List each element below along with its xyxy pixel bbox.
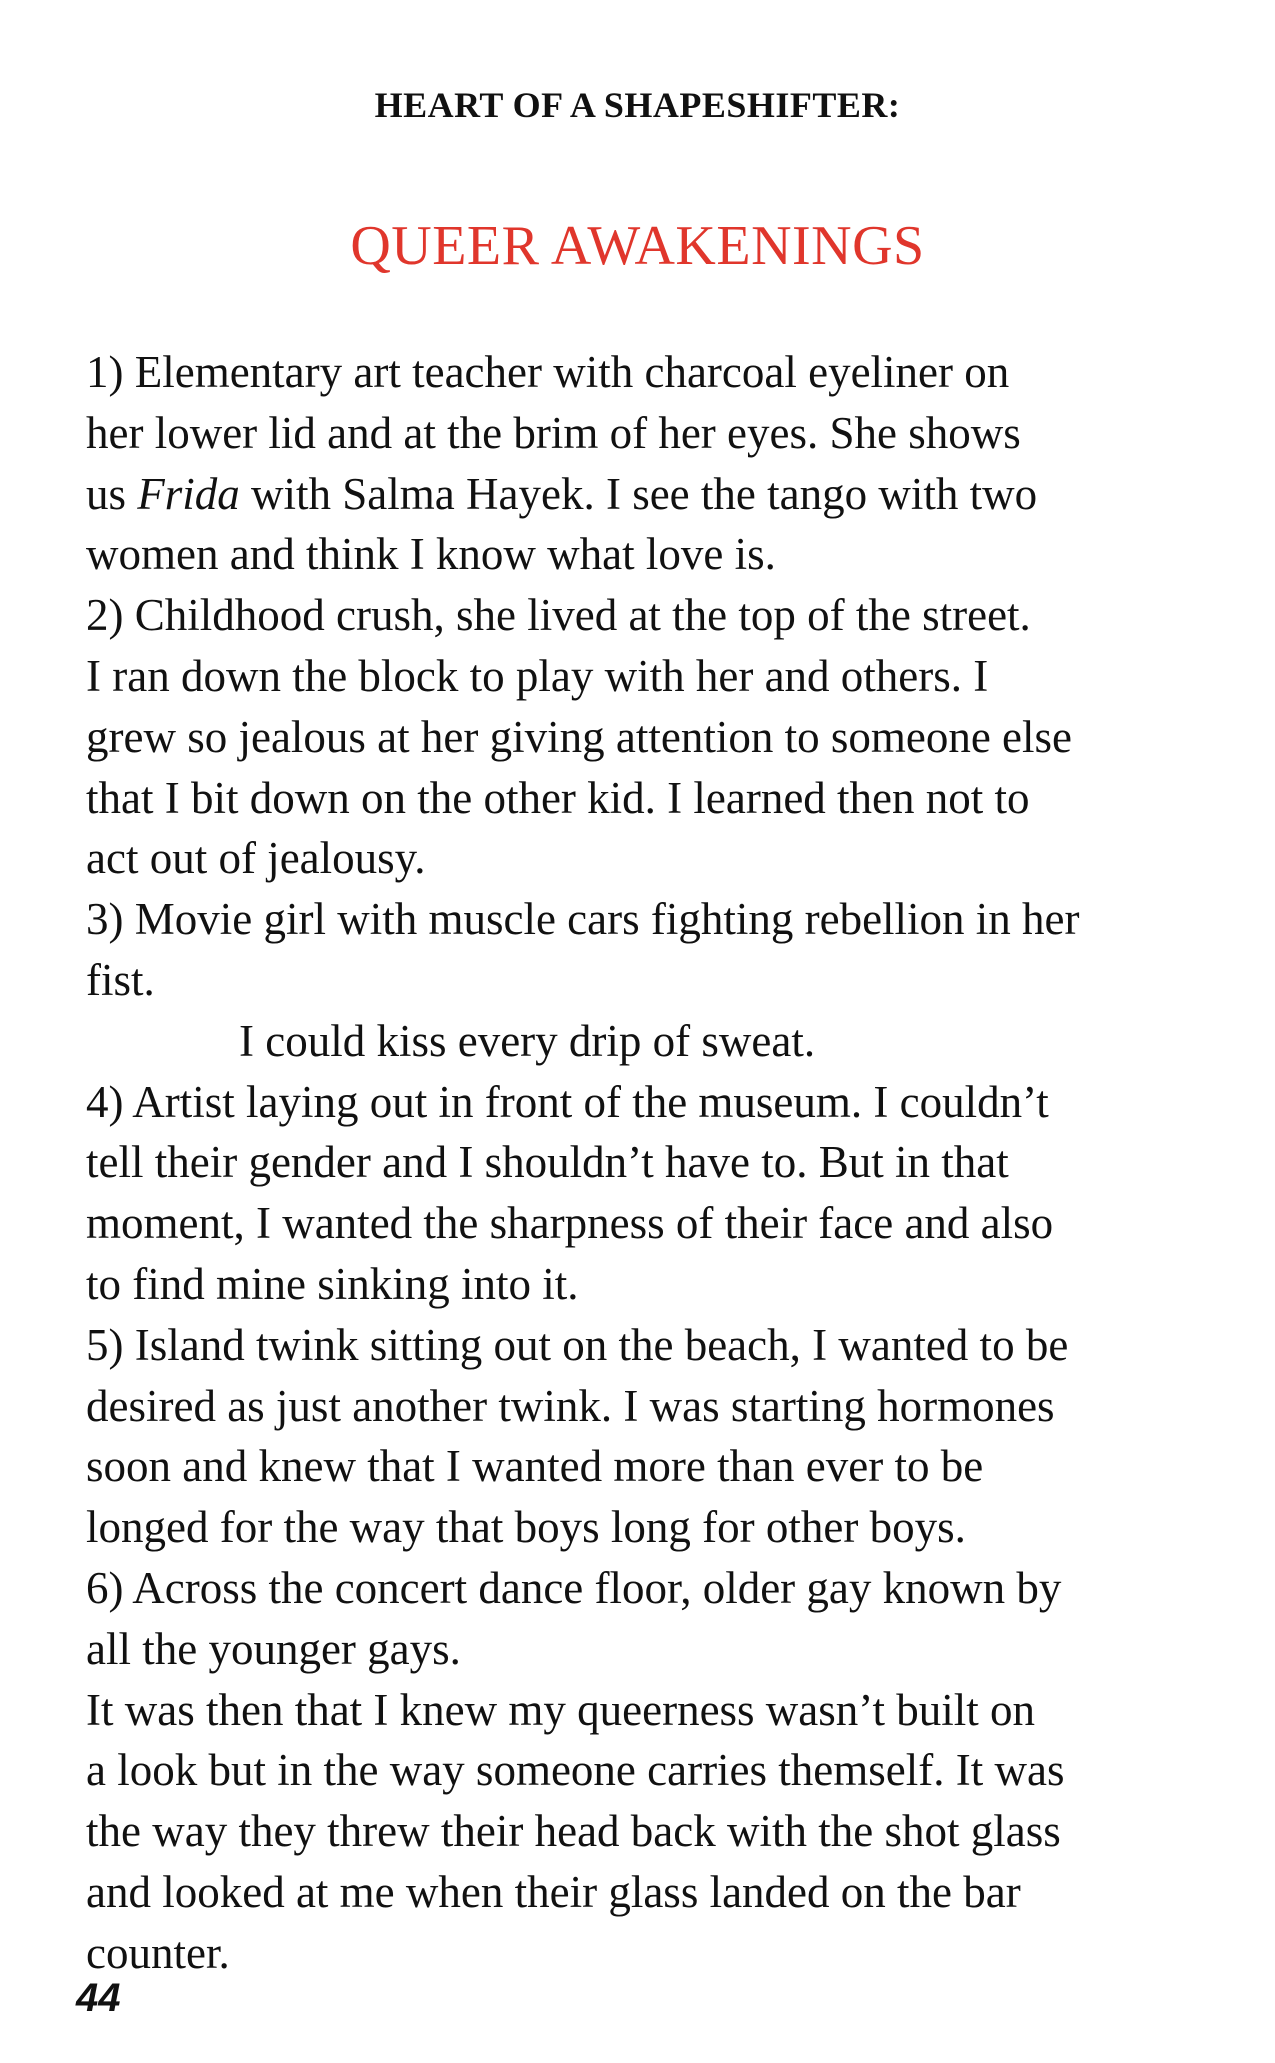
running-title: HEART OF A SHAPESHIFTER: <box>374 85 901 125</box>
chapter-title: QUEER AWAKENINGS <box>350 215 925 277</box>
text-line: desired as just another twink. I was starting hormones <box>86 1380 1055 1431</box>
text-span: with Salma Hayek. I see the tango with two <box>239 468 1038 519</box>
page-number: 44 <box>76 1976 121 2020</box>
text-line <box>86 464 1206 525</box>
text-line: grew so jealous at her giving attention to someone else <box>86 711 1073 762</box>
text-line: tell their gender and I shouldn’t have to. But in that <box>86 1137 1009 1188</box>
text-line: that I bit down on the other kid. I learned then not to <box>86 772 1030 823</box>
text-line: It was then that I knew my queerness wasn’t built on <box>86 1684 1035 1735</box>
text-line: 3) Movie girl with muscle cars fighting rebellion in her <box>86 894 1080 945</box>
text-line: counter. <box>86 1927 230 1978</box>
text-line: 4) Artist laying out in front of the museum. I couldn’t <box>86 1076 1049 1127</box>
text-line: 1) Elementary art teacher with charcoal eyeliner on <box>86 347 1010 397</box>
text-line: a look but in the way someone carries themself. It was <box>86 1745 1065 1796</box>
indented-text-line: I could kiss every drip of sweat. <box>239 1015 816 1066</box>
text-line: soon and knew that I wanted more than ever to be <box>86 1441 984 1492</box>
text-line: I ran down the block to play with her and others. I <box>86 650 989 701</box>
text-line: all the younger gays. <box>86 1623 461 1674</box>
text-line: and looked at me when their glass landed on the bar <box>86 1866 1021 1917</box>
text-line: the way they threw their head back with the shot glass <box>86 1806 1061 1857</box>
text-line: longed for the way that boys long for other boys. <box>86 1502 966 1553</box>
text-line: 5) Island twink sitting out on the beach, I wanted to be <box>86 1319 1069 1370</box>
text-line: her lower lid and at the brim of her eyes. She shows <box>86 407 1021 458</box>
text-line: moment, I wanted the sharpness of their face and also <box>86 1198 1054 1249</box>
text-line: to find mine sinking into it. <box>86 1258 579 1309</box>
body-text <box>86 342 1206 1984</box>
text-line: fist. <box>86 954 155 1005</box>
film-title-italic: Frida <box>137 468 240 519</box>
text-line: women and think I know what love is. <box>86 529 776 580</box>
text-span: us <box>86 468 138 519</box>
text-line: 2) Childhood crush, she lived at the top of the street. <box>86 590 1031 641</box>
text-line: act out of jealousy. <box>86 833 426 884</box>
text-line: 6) Across the concert dance floor, older gay known by <box>86 1562 1062 1613</box>
